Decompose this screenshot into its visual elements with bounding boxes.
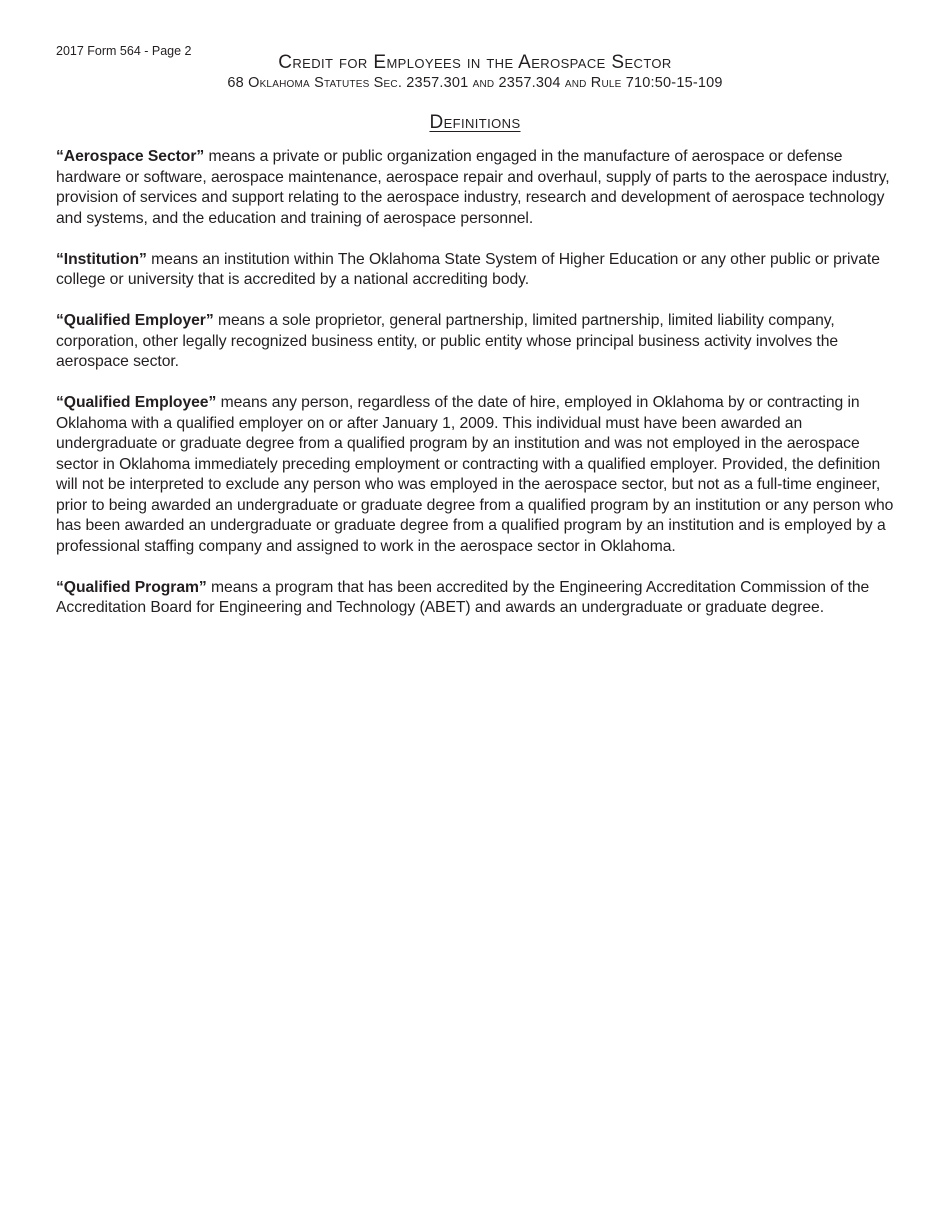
definition-institution — [56, 250, 898, 291]
definition-qualified-employer — [56, 311, 898, 373]
definition-text: means a sole proprietor, general partnership, limited partnership, limited liability company, corporation, other legally recognized business entity, or public entity whose principal business activity involves the aerospace sector. — [56, 312, 839, 370]
definition-text: means an institution within The Oklahoma State System of Higher Education or any other public or private college or university that is accredited by a national accrediting body. — [56, 250, 880, 288]
definitions-list — [56, 147, 898, 639]
definition-text: means any person, regardless of the date of hire, employed in Oklahoma by or contracting in Oklahoma with a qualified employer on or after January 1, 2009. This individual must have been awarded an undergraduate or graduate degree from a qualified program by an institution and was not employed in the aerospace sector in Oklahoma immediately preceding employment or contracting with a qualified employer. Provided, the definition will not be interpreted to exclude any person who was employed in the aerospace sector, but not as a full-time engineer, prior to being awarded an undergraduate or graduate degree from a qualified program by an institution or any person who has been awarded an undergraduate or graduate degree from a qualified program by an institution and is employed by a professional staffing company and assigned to work in the aerospace sector in Oklahoma. — [56, 394, 894, 555]
definition-text: means a private or public organization engaged in the manufacture of aerospace or defense hardware or software, aerospace maintenance, aerospace repair and overhaul, supply of parts to the aerospace industry, provision of services and support relating to the aerospace industry, research and development of aerospace technology and systems, and the education and training of aerospace personnel. — [56, 148, 890, 227]
definition-term: “Qualified Employee” — [56, 394, 217, 411]
definition-term: “Aerospace Sector” — [56, 148, 205, 165]
definition-aerospace-sector — [56, 147, 898, 229]
statute-reference: 68 Oklahoma Statutes Sec. 2357.301 and 2357.304 and Rule 710:50-15-109 — [227, 75, 723, 91]
section-heading — [0, 112, 950, 134]
page-label: 2017 Form 564 - Page 2 — [56, 44, 192, 58]
definition-term: “Qualified Employer” — [56, 312, 214, 329]
definition-qualified-employee — [56, 393, 898, 557]
definition-term: “Qualified Program” — [56, 578, 207, 596]
definition-qualified-program — [56, 578, 898, 619]
definition-text: means a program that has been accredited by the Engineering Accreditation Commission of the Accreditation Board for Engineering and Technology (ABET) and awards an undergraduate or graduate degree. — [56, 578, 870, 616]
form-title: Credit for Employees in the Aerospace Sector — [278, 52, 672, 73]
definition-term: “Institution” — [56, 250, 147, 268]
form-header — [0, 52, 950, 92]
definitions-heading: Definitions — [429, 112, 521, 133]
